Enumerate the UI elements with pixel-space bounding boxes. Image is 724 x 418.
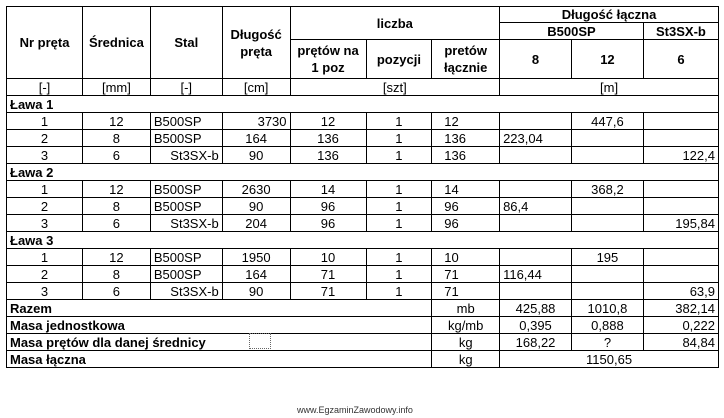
cell-dl: 1950 xyxy=(222,249,290,266)
cell-m8: 223,04 xyxy=(500,130,572,147)
unit-nr: [-] xyxy=(7,79,83,96)
cell-sr: 12 xyxy=(83,249,151,266)
cell-lacz: 136 xyxy=(432,130,500,147)
cell-m8 xyxy=(500,181,572,198)
cell-m12 xyxy=(571,198,643,215)
header-d12: 12 xyxy=(571,40,643,79)
cell-m12 xyxy=(571,147,643,164)
razem-unit: mb xyxy=(432,300,500,317)
cell-stal: St3SX-b xyxy=(150,147,222,164)
masa-laczna-label: Masa łączna xyxy=(7,351,432,368)
cell-nr: 3 xyxy=(7,215,83,232)
cell-na1: 71 xyxy=(290,283,366,300)
cell-sr: 8 xyxy=(83,198,151,215)
table-row xyxy=(7,198,719,215)
cell-m6 xyxy=(643,266,718,283)
cell-m8: 86,4 xyxy=(500,198,572,215)
cell-sr: 12 xyxy=(83,113,151,130)
masa-jedn-label: Masa jednostkowa xyxy=(7,317,432,334)
cell-m12 xyxy=(571,266,643,283)
cell-poz: 1 xyxy=(366,147,432,164)
cell-m12 xyxy=(571,215,643,232)
header-dlugosc-preta: Długość pręta xyxy=(222,7,290,79)
cell-nr: 3 xyxy=(7,283,83,300)
cell-m8: 116,44 xyxy=(500,266,572,283)
cell-poz: 1 xyxy=(366,130,432,147)
header-liczba: liczba xyxy=(290,7,500,40)
cell-lacz: 14 xyxy=(432,181,500,198)
cell-stal: B500SP xyxy=(150,181,222,198)
cell-stal: B500SP xyxy=(150,249,222,266)
table-row xyxy=(7,215,719,232)
cell-na1: 12 xyxy=(290,113,366,130)
cell-nr: 2 xyxy=(7,130,83,147)
cell-m6: 195,84 xyxy=(643,215,718,232)
cell-poz: 1 xyxy=(366,181,432,198)
header-dlugosc-laczna: Długość łączna xyxy=(500,7,719,23)
cell-poz: 1 xyxy=(366,215,432,232)
cell-m6 xyxy=(643,130,718,147)
tiny-image-placeholder xyxy=(249,333,271,349)
table-row xyxy=(7,130,719,147)
cell-na1: 136 xyxy=(290,130,366,147)
cell-sr: 6 xyxy=(83,215,151,232)
razem-8: 425,88 xyxy=(500,300,572,317)
masa-pretow-8: 168,22 xyxy=(500,334,572,351)
cell-stal: B500SP xyxy=(150,266,222,283)
cell-m8 xyxy=(500,215,572,232)
table-row xyxy=(7,181,719,198)
cell-dl: 164 xyxy=(222,130,290,147)
cell-stal: B500SP xyxy=(150,113,222,130)
header-d6: 6 xyxy=(643,40,718,79)
cell-m8 xyxy=(500,147,572,164)
cell-nr: 1 xyxy=(7,113,83,130)
cell-sr: 6 xyxy=(83,283,151,300)
cell-nr: 1 xyxy=(7,181,83,198)
masa-jedn-8: 0,395 xyxy=(500,317,572,334)
cell-poz: 1 xyxy=(366,266,432,283)
cell-nr: 3 xyxy=(7,147,83,164)
masa-pretow-6: 84,84 xyxy=(643,334,718,351)
cell-nr: 2 xyxy=(7,198,83,215)
header-d8: 8 xyxy=(500,40,572,79)
cell-lacz: 71 xyxy=(432,283,500,300)
group-title: Ława 3 xyxy=(7,232,719,249)
table-row xyxy=(7,266,719,283)
masa-pretow-12: ? xyxy=(571,334,643,351)
cell-dl: 204 xyxy=(222,215,290,232)
cell-dl: 90 xyxy=(222,147,290,164)
cell-stal: B500SP xyxy=(150,130,222,147)
cell-poz: 1 xyxy=(366,249,432,266)
unit-laczna: [m] xyxy=(500,79,719,96)
masa-pretow-label: Masa prętów dla danej średnicy xyxy=(7,334,432,351)
table-row xyxy=(7,113,719,130)
table-row xyxy=(7,249,719,266)
cell-poz: 1 xyxy=(366,283,432,300)
cell-m12 xyxy=(571,283,643,300)
cell-sr: 8 xyxy=(83,266,151,283)
table-row xyxy=(7,147,719,164)
masa-pretow-unit: kg xyxy=(432,334,500,351)
unit-liczba: [szt] xyxy=(290,79,500,96)
cell-lacz: 71 xyxy=(432,266,500,283)
header-stal: Stal xyxy=(150,7,222,79)
cell-stal: St3SX-b xyxy=(150,283,222,300)
cell-m6 xyxy=(643,198,718,215)
header-nr-preta: Nr pręta xyxy=(7,7,83,79)
cell-sr: 12 xyxy=(83,181,151,198)
watermark: www.EgzaminZawodowy.info xyxy=(297,405,413,415)
cell-lacz: 136 xyxy=(432,147,500,164)
cell-m12: 368,2 xyxy=(571,181,643,198)
rebar-table xyxy=(6,6,719,368)
cell-na1: 14 xyxy=(290,181,366,198)
cell-na1: 71 xyxy=(290,266,366,283)
header-pozycji: pozycji xyxy=(366,40,432,79)
cell-lacz: 96 xyxy=(432,198,500,215)
razem-12: 1010,8 xyxy=(571,300,643,317)
cell-lacz: 10 xyxy=(432,249,500,266)
cell-m6: 63,9 xyxy=(643,283,718,300)
cell-dl: 90 xyxy=(222,198,290,215)
cell-lacz: 96 xyxy=(432,215,500,232)
masa-laczna-total: 1150,65 xyxy=(500,351,719,368)
cell-m8 xyxy=(500,283,572,300)
header-b500sp: B500SP xyxy=(500,23,644,40)
cell-nr: 1 xyxy=(7,249,83,266)
groups-body xyxy=(7,96,719,300)
header-srednica: Średnica xyxy=(83,7,151,79)
masa-laczna-unit: kg xyxy=(432,351,500,368)
cell-poz: 1 xyxy=(366,198,432,215)
header-pretow-lacznie: pretów łącznie xyxy=(432,40,500,79)
cell-na1: 96 xyxy=(290,198,366,215)
masa-jedn-6: 0,222 xyxy=(643,317,718,334)
group-title: Ława 1 xyxy=(7,96,719,113)
cell-m12: 447,6 xyxy=(571,113,643,130)
cell-nr: 2 xyxy=(7,266,83,283)
cell-dl: 3730 xyxy=(222,113,290,130)
cell-lacz: 12 xyxy=(432,113,500,130)
cell-sr: 6 xyxy=(83,147,151,164)
cell-na1: 136 xyxy=(290,147,366,164)
group-title: Ława 2 xyxy=(7,164,719,181)
cell-dl: 164 xyxy=(222,266,290,283)
cell-m12: 195 xyxy=(571,249,643,266)
razem-label: Razem xyxy=(7,300,432,317)
razem-6: 382,14 xyxy=(643,300,718,317)
header-st3sx: St3SX-b xyxy=(643,23,718,40)
cell-dl: 90 xyxy=(222,283,290,300)
cell-sr: 8 xyxy=(83,130,151,147)
cell-m6: 122,4 xyxy=(643,147,718,164)
cell-m6 xyxy=(643,113,718,130)
cell-m12 xyxy=(571,130,643,147)
unit-stal: [-] xyxy=(150,79,222,96)
unit-srednica: [mm] xyxy=(83,79,151,96)
cell-m8 xyxy=(500,113,572,130)
table-row xyxy=(7,283,719,300)
header-pretow-na-1-poz: prętów na 1 poz xyxy=(290,40,366,79)
cell-m6 xyxy=(643,181,718,198)
masa-jedn-unit: kg/mb xyxy=(432,317,500,334)
cell-m6 xyxy=(643,249,718,266)
masa-jedn-12: 0,888 xyxy=(571,317,643,334)
cell-na1: 10 xyxy=(290,249,366,266)
cell-stal: St3SX-b xyxy=(150,215,222,232)
cell-na1: 96 xyxy=(290,215,366,232)
cell-m8 xyxy=(500,249,572,266)
cell-stal: B500SP xyxy=(150,198,222,215)
unit-dlugosc: [cm] xyxy=(222,79,290,96)
cell-poz: 1 xyxy=(366,113,432,130)
cell-dl: 2630 xyxy=(222,181,290,198)
